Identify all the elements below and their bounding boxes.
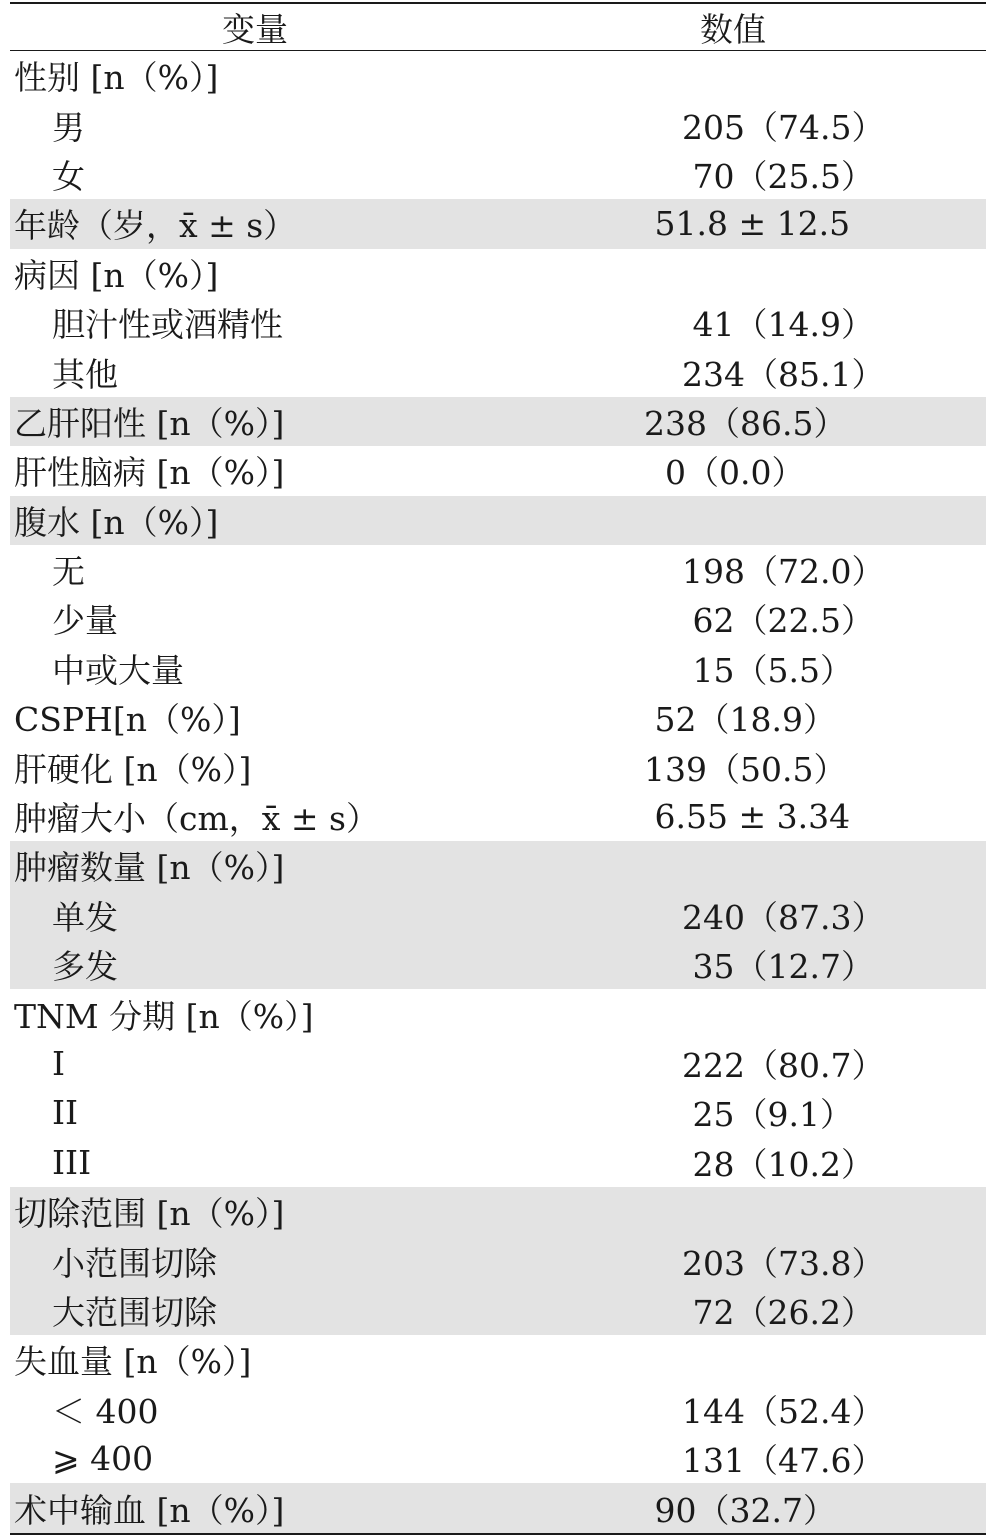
row-value: 234（85.1） [682, 354, 885, 394]
table-row [10, 347, 986, 396]
row-label: 多发 [52, 947, 118, 987]
row-label: 切除范围 [n（%）] [14, 1194, 285, 1234]
row-label: 女 [52, 156, 85, 196]
row-value: 198（72.0） [682, 552, 885, 592]
row-label: TNM 分期 [n（%）] [14, 996, 314, 1036]
table-row [10, 1483, 986, 1532]
row-value: 51.8 ± 12.5 [644, 204, 851, 244]
table-row [10, 1434, 986, 1483]
row-value: 70（25.5） [682, 156, 874, 196]
table-row [10, 496, 986, 545]
row-label: II [52, 1093, 79, 1133]
table-row [10, 594, 986, 643]
row-label: 肿瘤大小（cm，x̄ ± s） [14, 799, 379, 839]
row-label: 男 [52, 107, 85, 147]
row-label: 病因 [n（%）] [14, 255, 219, 295]
row-label: I [52, 1044, 66, 1083]
table-row [10, 1236, 986, 1285]
row-label: 肝硬化 [n（%）] [14, 749, 252, 789]
row-value: 240（87.3） [682, 897, 885, 937]
row-value: 52（18.9） [644, 700, 836, 740]
row-value: 139（50.5） [644, 749, 847, 789]
baseline-characteristics-table [10, 2, 986, 1535]
row-value: 203（73.8） [682, 1243, 885, 1283]
row-label: 小范围切除 [52, 1243, 217, 1283]
row-value: 205（74.5） [682, 107, 885, 147]
table-row [10, 989, 986, 1038]
bottom-rule [10, 1533, 986, 1535]
table-body [10, 51, 986, 1533]
row-value: 222（80.7） [682, 1046, 885, 1085]
table-row [10, 792, 986, 841]
row-value: 90（32.7） [644, 1490, 836, 1530]
table-row [10, 1088, 986, 1137]
row-label: 胆汁性或酒精性 [52, 305, 283, 345]
row-value: 41（14.9） [682, 305, 874, 345]
table-row [10, 1286, 986, 1335]
row-value: 6.55 ± 3.34 [644, 797, 851, 837]
table-row [10, 51, 986, 100]
table-header [10, 4, 986, 50]
row-value: 131（47.6） [682, 1441, 885, 1481]
table-row [10, 446, 986, 495]
table-row [10, 100, 986, 149]
row-value: 238（86.5） [644, 403, 847, 443]
table-row [10, 1335, 986, 1384]
row-label: 肝性脑病 [n（%）] [14, 453, 285, 493]
row-label: 少量 [52, 601, 118, 641]
table-row [10, 298, 986, 347]
table-row [10, 1138, 986, 1187]
table-row [10, 199, 986, 248]
table-row [10, 742, 986, 791]
row-value: 0（0.0） [644, 453, 805, 493]
table-row [10, 693, 986, 742]
row-value: 15（5.5） [682, 650, 853, 690]
row-label: ＜ 400 [52, 1391, 159, 1431]
row-label: CSPH[n（%）] [14, 700, 241, 740]
row-label: 术中输血 [n（%）] [14, 1490, 285, 1530]
row-label: ⩾ 400 [52, 1439, 154, 1479]
row-label: 其他 [52, 354, 118, 394]
row-label: 年龄（岁，x̄ ± s） [14, 206, 297, 246]
row-label: III [52, 1142, 92, 1182]
row-value: 25（9.1） [682, 1095, 853, 1135]
table-row [10, 249, 986, 298]
row-label: 乙肝阳性 [n（%）] [14, 403, 285, 443]
row-value: 62（22.5） [682, 601, 874, 641]
row-value: 28（10.2） [682, 1144, 874, 1184]
table-row [10, 1039, 986, 1088]
row-value: 72（26.2） [682, 1292, 874, 1332]
row-label: 失血量 [n（%）] [14, 1342, 252, 1382]
row-label: 无 [52, 552, 85, 592]
table-row [10, 841, 986, 890]
row-label: 大范围切除 [52, 1292, 217, 1332]
header-value: 数值 [700, 9, 766, 49]
row-label: 肿瘤数量 [n（%）] [14, 848, 285, 888]
row-value: 35（12.7） [682, 947, 874, 987]
table-row [10, 1385, 986, 1434]
table-row [10, 644, 986, 693]
table-row [10, 1187, 986, 1236]
row-label: 性别 [n（%）] [14, 58, 219, 98]
row-label: 单发 [52, 897, 118, 937]
row-label: 中或大量 [52, 650, 184, 690]
table-row [10, 891, 986, 940]
row-label: 腹水 [n（%）] [14, 502, 219, 542]
table-row [10, 150, 986, 199]
table-row [10, 545, 986, 594]
table-row [10, 940, 986, 989]
table-row [10, 397, 986, 446]
header-variable: 变量 [222, 9, 288, 49]
row-value: 144（52.4） [682, 1391, 885, 1431]
